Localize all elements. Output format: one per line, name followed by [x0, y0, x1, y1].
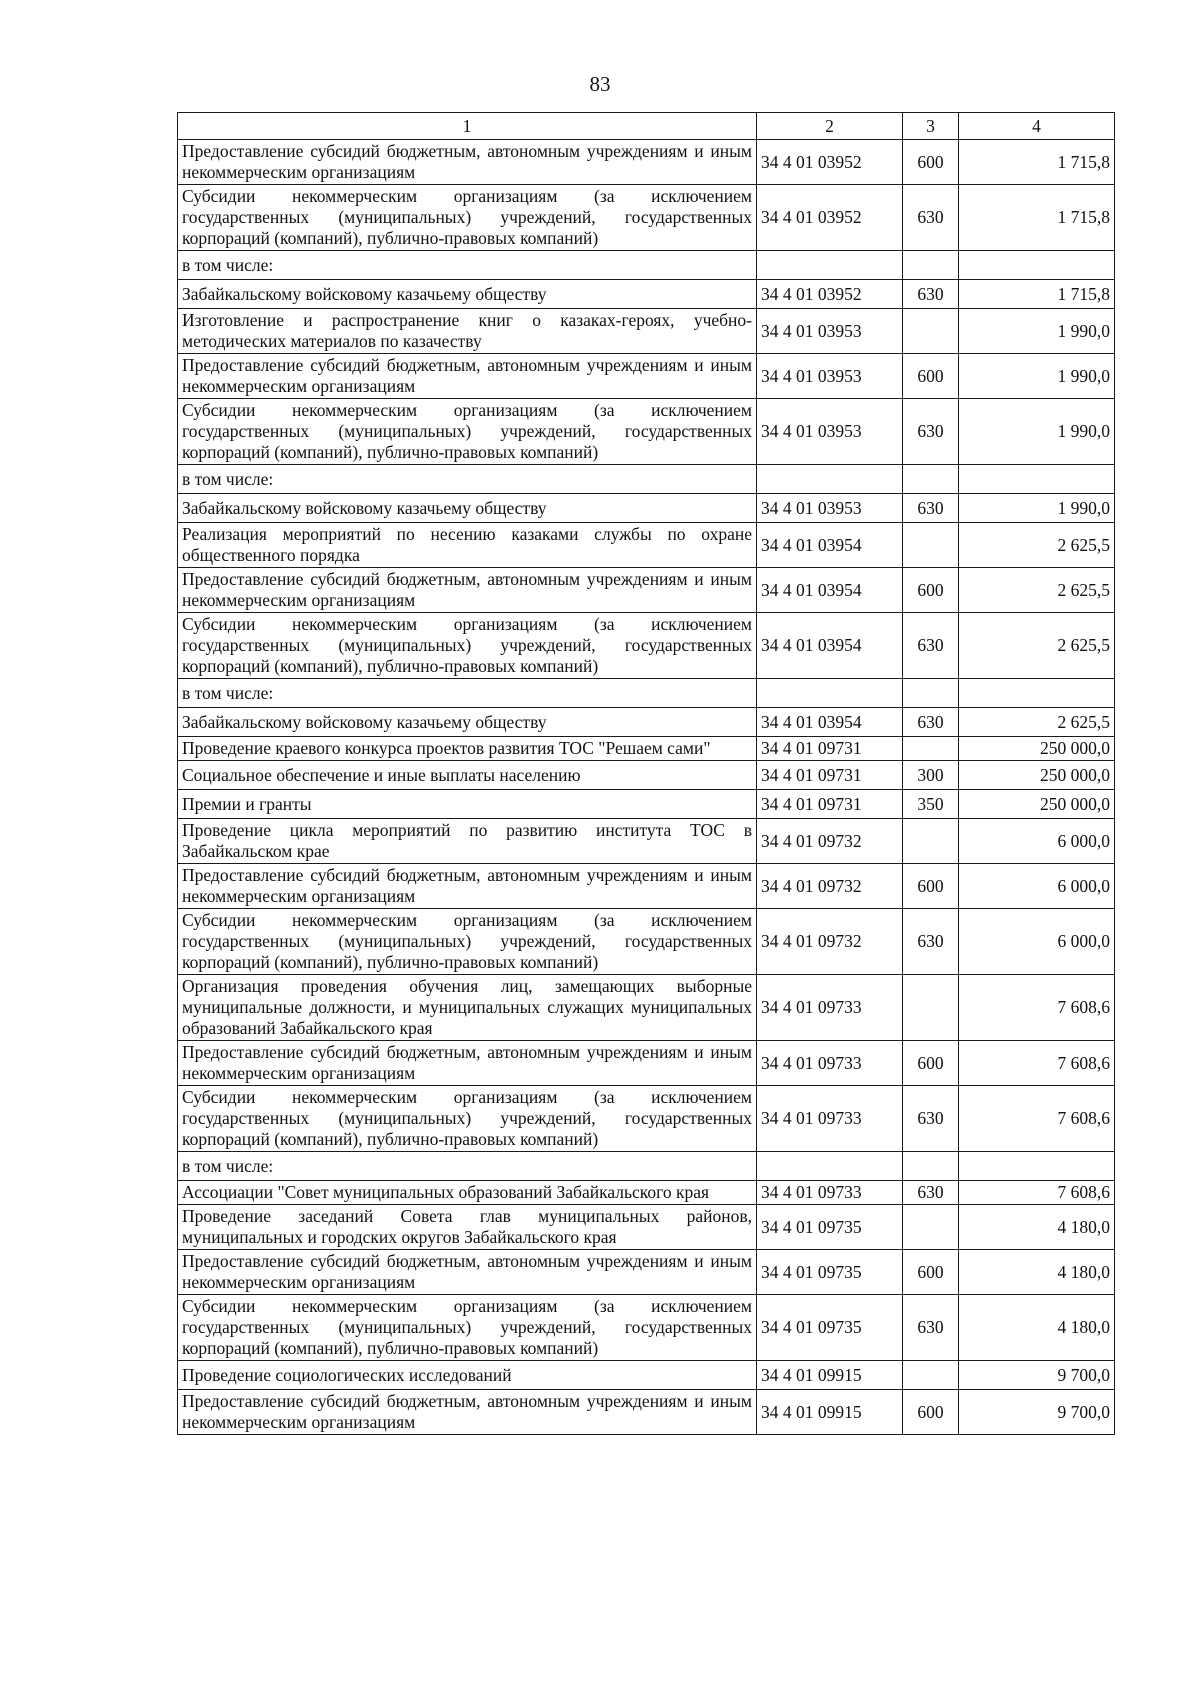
- row-vr-cell: 600: [903, 568, 959, 613]
- row-code-cell: 34 4 01 03954: [757, 568, 903, 613]
- row-amount-cell: 250 000,0: [959, 737, 1115, 761]
- row-code-cell: 34 4 01 09915: [757, 1361, 903, 1390]
- row-amount-cell: 4 180,0: [959, 1250, 1115, 1295]
- row-amount-cell: 9 700,0: [959, 1390, 1115, 1435]
- row-vr-cell: 630: [903, 909, 959, 975]
- row-vr-cell: [903, 309, 959, 354]
- row-code-cell: 34 4 01 03952: [757, 185, 903, 251]
- row-vr-cell: [903, 679, 959, 708]
- row-code-cell: 34 4 01 03952: [757, 140, 903, 185]
- row-name-cell: Субсидии некоммерческим организациям (за исключением государственных (муниципальных) учреждений, государственных корпораций (компаний), публично-правовых компаний): [178, 1295, 757, 1361]
- row-name-cell: Субсидии некоммерческим организациям (за исключением государственных (муниципальных) учреждений, государственных корпораций (компаний), публично-правовых компаний): [178, 909, 757, 975]
- table-row: [178, 909, 1115, 975]
- row-code-cell: [757, 679, 903, 708]
- row-amount-cell: 1 990,0: [959, 399, 1115, 465]
- row-amount-cell: [959, 465, 1115, 494]
- row-name-cell: Предоставление субсидий бюджетным, автономным учреждениям и иным некоммерческим организациям: [178, 568, 757, 613]
- row-code-cell: 34 4 01 03954: [757, 708, 903, 737]
- row-name-cell: Реализация мероприятий по несению казаками службы по охране общественного порядка: [178, 523, 757, 568]
- row-amount-cell: 1 990,0: [959, 309, 1115, 354]
- table-row: [178, 465, 1115, 494]
- row-code-cell: [757, 251, 903, 280]
- row-amount-cell: [959, 679, 1115, 708]
- row-code-cell: [757, 1152, 903, 1181]
- row-code-cell: 34 4 01 03954: [757, 523, 903, 568]
- row-vr-cell: [903, 251, 959, 280]
- row-vr-cell: 630: [903, 185, 959, 251]
- row-code-cell: 34 4 01 09733: [757, 975, 903, 1041]
- row-vr-cell: 600: [903, 140, 959, 185]
- row-amount-cell: 4 180,0: [959, 1295, 1115, 1361]
- row-code-cell: 34 4 01 03952: [757, 280, 903, 309]
- row-amount-cell: 250 000,0: [959, 761, 1115, 790]
- row-name-cell: Предоставление субсидий бюджетным, автономным учреждениям и иным некоммерческим организациям: [178, 140, 757, 185]
- table-row: [178, 975, 1115, 1041]
- row-amount-cell: 2 625,5: [959, 568, 1115, 613]
- row-name-cell: Предоставление субсидий бюджетным, автономным учреждениям и иным некоммерческим организациям: [178, 864, 757, 909]
- budget-table: [177, 112, 1115, 1435]
- header-code: 2: [757, 113, 903, 140]
- table-row: [178, 1041, 1115, 1086]
- row-amount-cell: 6 000,0: [959, 819, 1115, 864]
- row-vr-cell: [903, 1361, 959, 1390]
- row-code-cell: 34 4 01 09735: [757, 1250, 903, 1295]
- header-amount: 4: [959, 113, 1115, 140]
- row-name-cell: Проведение заседаний Совета глав муниципальных районов, муниципальных и городских округов Забайкальского края: [178, 1205, 757, 1250]
- table-row: [178, 613, 1115, 679]
- table-row: [178, 140, 1115, 185]
- row-vr-cell: 600: [903, 354, 959, 399]
- table-row: [178, 354, 1115, 399]
- row-amount-cell: 1 715,8: [959, 280, 1115, 309]
- row-name-cell: Социальное обеспечение и иные выплаты населению: [178, 761, 757, 790]
- row-code-cell: 34 4 01 09731: [757, 737, 903, 761]
- row-name-cell: Субсидии некоммерческим организациям (за исключением государственных (муниципальных) учреждений, государственных корпораций (компаний), публично-правовых компаний): [178, 399, 757, 465]
- table-row: [178, 309, 1115, 354]
- row-amount-cell: 1 990,0: [959, 354, 1115, 399]
- row-name-cell: Предоставление субсидий бюджетным, автономным учреждениям и иным некоммерческим организациям: [178, 1390, 757, 1435]
- row-name-cell: в том числе:: [178, 679, 757, 708]
- row-vr-cell: 300: [903, 761, 959, 790]
- table-row: [178, 1361, 1115, 1390]
- row-code-cell: 34 4 01 09735: [757, 1205, 903, 1250]
- row-code-cell: 34 4 01 03953: [757, 309, 903, 354]
- row-amount-cell: 2 625,5: [959, 708, 1115, 737]
- row-vr-cell: 600: [903, 864, 959, 909]
- row-amount-cell: 250 000,0: [959, 790, 1115, 819]
- table-row: [178, 761, 1115, 790]
- table-row: [178, 819, 1115, 864]
- row-code-cell: 34 4 01 09731: [757, 761, 903, 790]
- row-vr-cell: 600: [903, 1250, 959, 1295]
- row-vr-cell: 630: [903, 1295, 959, 1361]
- table-row: [178, 1390, 1115, 1435]
- row-name-cell: Субсидии некоммерческим организациям (за исключением государственных (муниципальных) учреждений, государственных корпораций (компаний), публично-правовых компаний): [178, 185, 757, 251]
- row-amount-cell: 1 715,8: [959, 140, 1115, 185]
- row-code-cell: [757, 465, 903, 494]
- row-name-cell: Проведение краевого конкурса проектов развития ТОС "Решаем сами": [178, 737, 757, 761]
- row-vr-cell: [903, 1152, 959, 1181]
- row-name-cell: Предоставление субсидий бюджетным, автономным учреждениям и иным некоммерческим организациям: [178, 354, 757, 399]
- row-amount-cell: 1 715,8: [959, 185, 1115, 251]
- row-name-cell: Ассоциации "Совет муниципальных образований Забайкальского края: [178, 1181, 757, 1205]
- row-vr-cell: [903, 465, 959, 494]
- row-amount-cell: 2 625,5: [959, 523, 1115, 568]
- header-vr: 3: [903, 113, 959, 140]
- row-amount-cell: 4 180,0: [959, 1205, 1115, 1250]
- row-name-cell: Забайкальскому войсковому казачьему обществу: [178, 280, 757, 309]
- row-code-cell: 34 4 01 03953: [757, 399, 903, 465]
- row-vr-cell: 630: [903, 613, 959, 679]
- row-name-cell: в том числе:: [178, 1152, 757, 1181]
- table-header-row: [178, 113, 1115, 140]
- table-row: [178, 399, 1115, 465]
- table-row: [178, 251, 1115, 280]
- row-amount-cell: 6 000,0: [959, 909, 1115, 975]
- row-name-cell: Предоставление субсидий бюджетным, автономным учреждениям и иным некоммерческим организациям: [178, 1041, 757, 1086]
- row-code-cell: 34 4 01 09732: [757, 909, 903, 975]
- row-code-cell: 34 4 01 09735: [757, 1295, 903, 1361]
- row-name-cell: Организация проведения обучения лиц, замещающих выборные муниципальные должности, и муниципальных служащих муниципальных образований Забайкальского края: [178, 975, 757, 1041]
- row-amount-cell: 6 000,0: [959, 864, 1115, 909]
- row-vr-cell: [903, 737, 959, 761]
- table-row: [178, 737, 1115, 761]
- row-vr-cell: 600: [903, 1041, 959, 1086]
- row-code-cell: 34 4 01 09731: [757, 790, 903, 819]
- row-vr-cell: 630: [903, 708, 959, 737]
- table-row: [178, 1205, 1115, 1250]
- table-body: [178, 140, 1115, 1435]
- row-name-cell: Проведение социологических исследований: [178, 1361, 757, 1390]
- table-row: [178, 790, 1115, 819]
- table-row: [178, 280, 1115, 309]
- row-amount-cell: 2 625,5: [959, 613, 1115, 679]
- row-name-cell: Предоставление субсидий бюджетным, автономным учреждениям и иным некоммерческим организациям: [178, 1250, 757, 1295]
- table-row: [178, 185, 1115, 251]
- row-vr-cell: 630: [903, 280, 959, 309]
- row-code-cell: 34 4 01 03954: [757, 613, 903, 679]
- row-name-cell: Субсидии некоммерческим организациям (за исключением государственных (муниципальных) учреждений, государственных корпораций (компаний), публично-правовых компаний): [178, 613, 757, 679]
- row-code-cell: 34 4 01 09732: [757, 819, 903, 864]
- row-vr-cell: [903, 523, 959, 568]
- table-row: [178, 1152, 1115, 1181]
- table-row: [178, 568, 1115, 613]
- row-name-cell: Субсидии некоммерческим организациям (за исключением государственных (муниципальных) учреждений, государственных корпораций (компаний), публично-правовых компаний): [178, 1086, 757, 1152]
- row-vr-cell: 630: [903, 399, 959, 465]
- row-amount-cell: [959, 1152, 1115, 1181]
- row-amount-cell: 7 608,6: [959, 1041, 1115, 1086]
- row-name-cell: Забайкальскому войсковому казачьему обществу: [178, 494, 757, 523]
- row-name-cell: Премии и гранты: [178, 790, 757, 819]
- row-vr-cell: [903, 1205, 959, 1250]
- table-row: [178, 864, 1115, 909]
- row-name-cell: Изготовление и распространение книг о казаках-героях, учебно-методических материалов по казачеству: [178, 309, 757, 354]
- table-row: [178, 708, 1115, 737]
- table-row: [178, 1295, 1115, 1361]
- row-name-cell: Проведение цикла мероприятий по развитию института ТОС в Забайкальском крае: [178, 819, 757, 864]
- row-vr-cell: 350: [903, 790, 959, 819]
- page-number: 83: [589, 72, 611, 96]
- table-row: [178, 1250, 1115, 1295]
- row-code-cell: 34 4 01 09733: [757, 1041, 903, 1086]
- table-row: [178, 494, 1115, 523]
- row-amount-cell: 7 608,6: [959, 1086, 1115, 1152]
- table-row: [178, 1181, 1115, 1205]
- header-name: 1: [178, 113, 757, 140]
- row-code-cell: 34 4 01 03953: [757, 354, 903, 399]
- row-code-cell: 34 4 01 09732: [757, 864, 903, 909]
- row-name-cell: в том числе:: [178, 465, 757, 494]
- row-amount-cell: 7 608,6: [959, 1181, 1115, 1205]
- row-name-cell: Забайкальскому войсковому казачьему обществу: [178, 708, 757, 737]
- row-vr-cell: 630: [903, 494, 959, 523]
- row-vr-cell: 630: [903, 1086, 959, 1152]
- row-vr-cell: [903, 975, 959, 1041]
- row-amount-cell: [959, 251, 1115, 280]
- row-code-cell: 34 4 01 09733: [757, 1086, 903, 1152]
- table-row: [178, 523, 1115, 568]
- row-vr-cell: [903, 819, 959, 864]
- row-amount-cell: 9 700,0: [959, 1361, 1115, 1390]
- row-code-cell: 34 4 01 09915: [757, 1390, 903, 1435]
- row-vr-cell: 600: [903, 1390, 959, 1435]
- row-amount-cell: 7 608,6: [959, 975, 1115, 1041]
- row-amount-cell: 1 990,0: [959, 494, 1115, 523]
- table-row: [178, 1086, 1115, 1152]
- row-code-cell: 34 4 01 03953: [757, 494, 903, 523]
- row-code-cell: 34 4 01 09733: [757, 1181, 903, 1205]
- row-vr-cell: 630: [903, 1181, 959, 1205]
- table-row: [178, 679, 1115, 708]
- row-name-cell: в том числе:: [178, 251, 757, 280]
